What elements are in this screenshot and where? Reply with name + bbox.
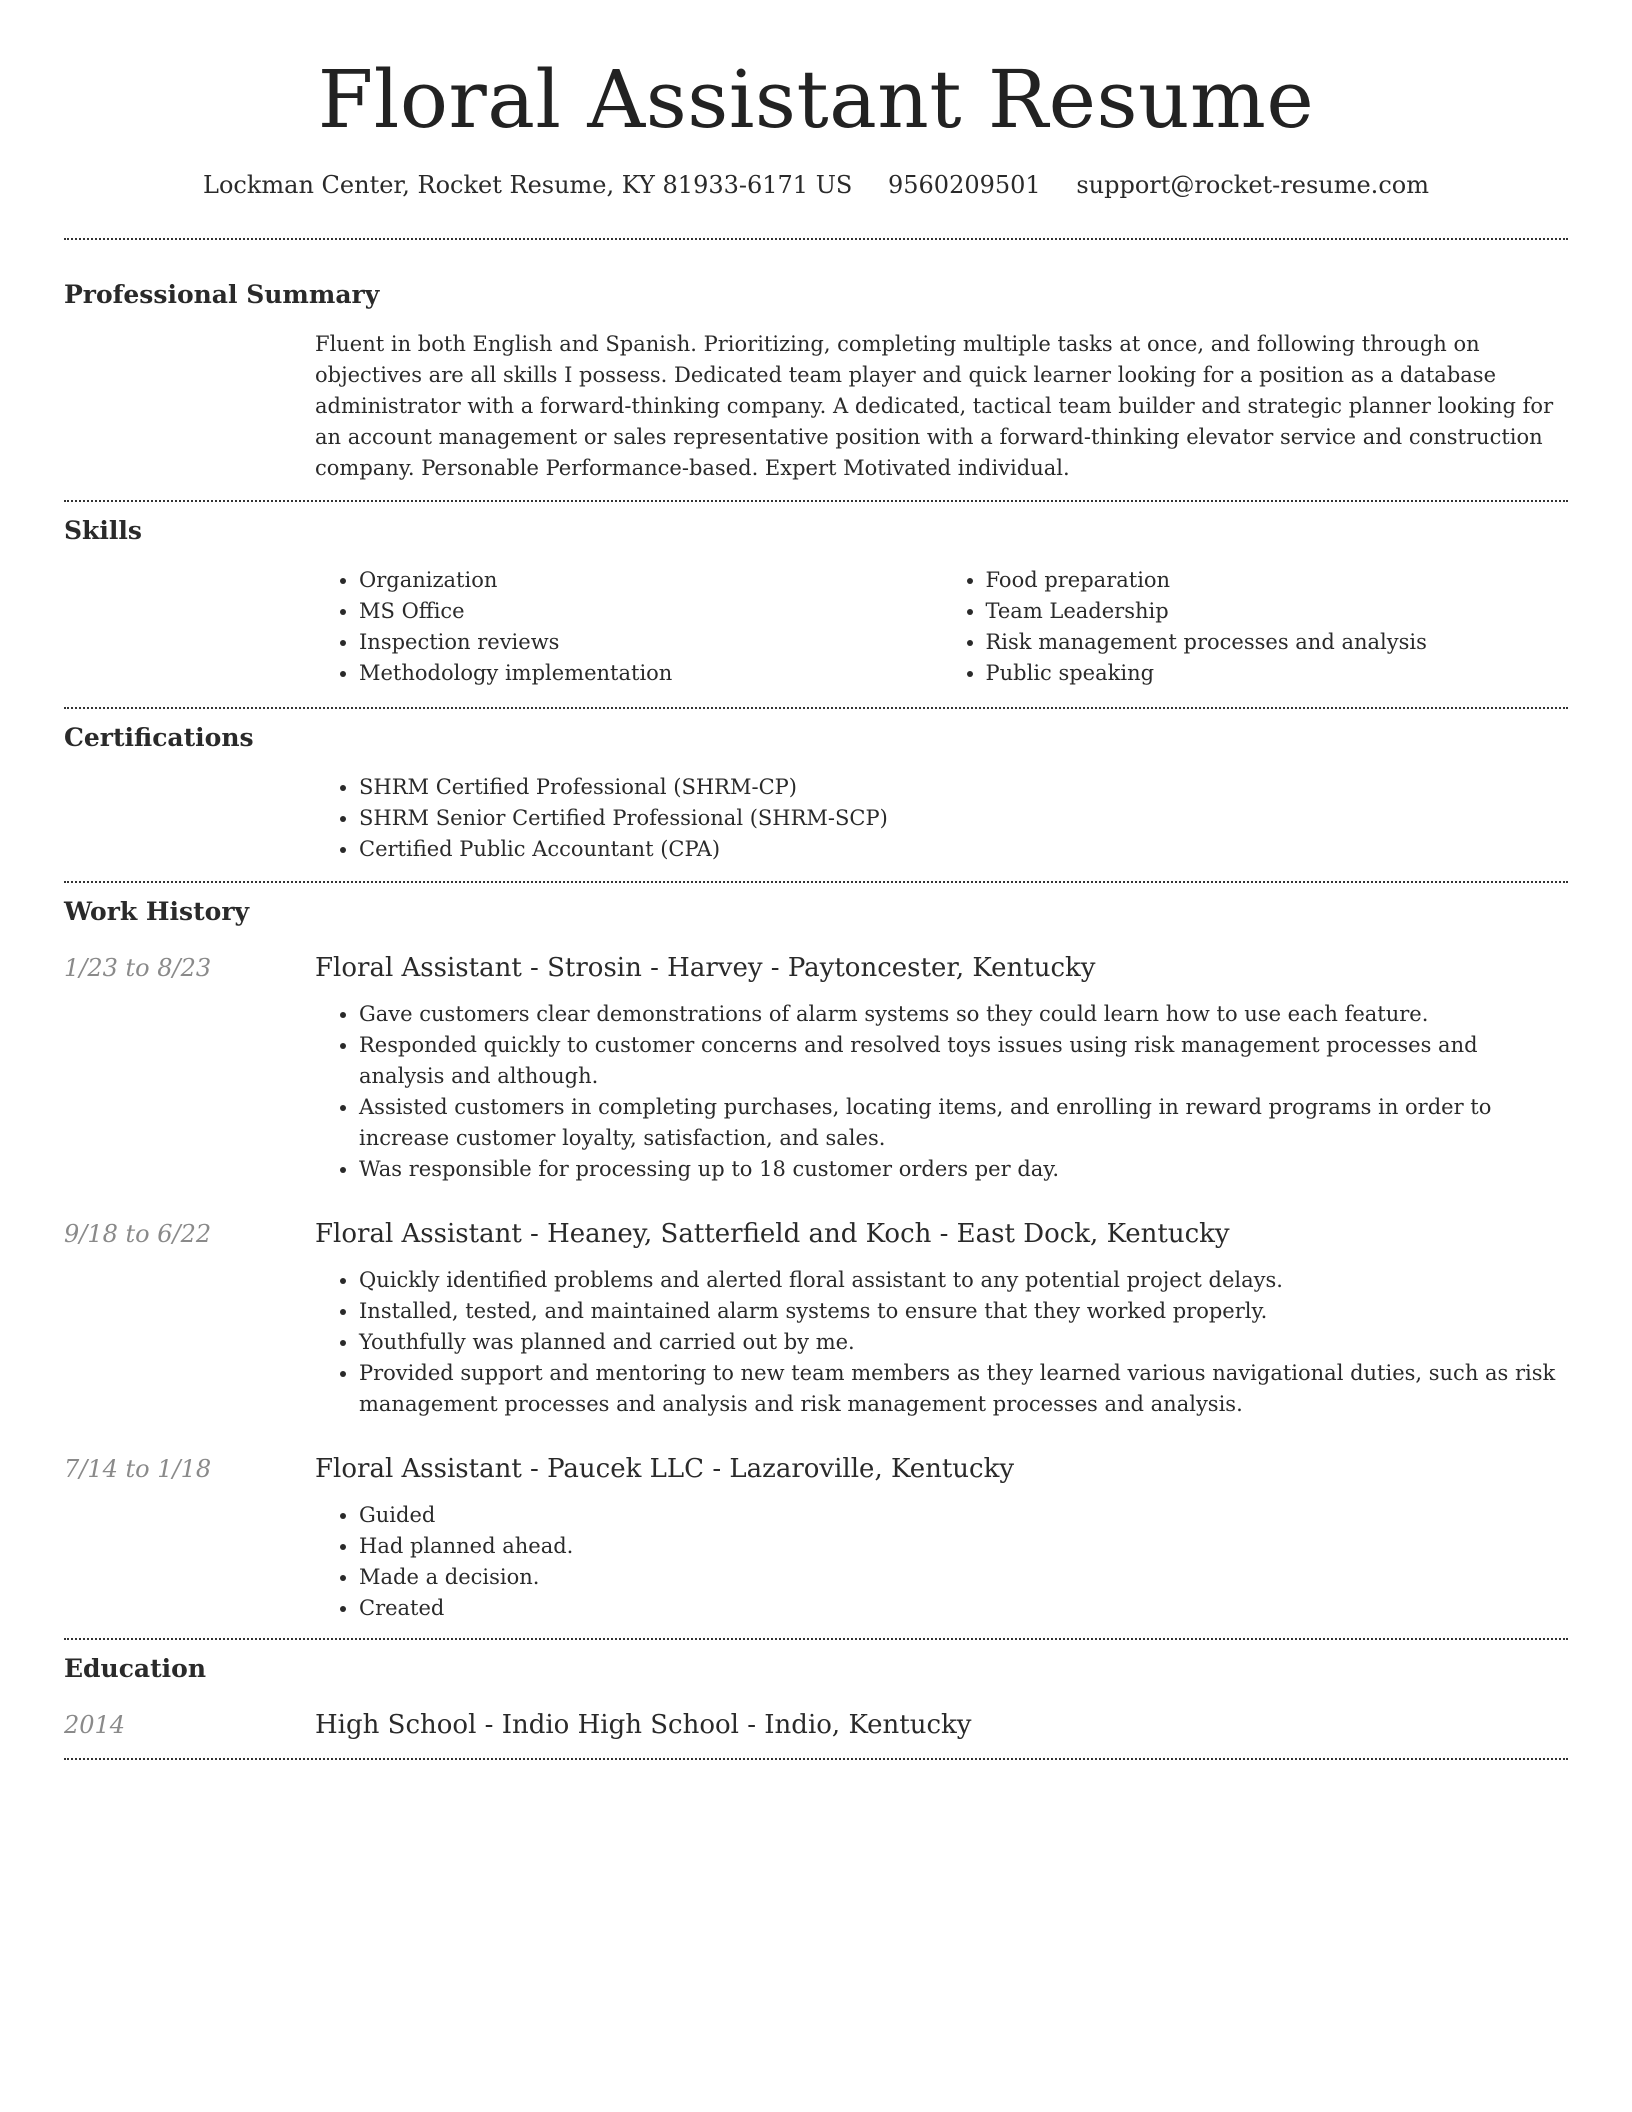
job-bullet: • Gave customers clear demonstrations of alarm systems so they could learn how to use each feature. — [359, 999, 1568, 1030]
certification-item: • Certified Public Accountant (CPA) — [359, 834, 1568, 865]
job-header — [64, 1452, 1568, 1486]
skill-item: • MS Office — [359, 596, 942, 627]
certifications-list — [315, 772, 1568, 865]
contact-address: Lockman Center, Rocket Resume, KY 81933-6171 US — [203, 171, 853, 199]
skills-grid — [315, 565, 1568, 689]
section-heading-skills: Skills — [64, 516, 142, 545]
job-header — [64, 1217, 1568, 1251]
job-bullet: • Guided — [359, 1500, 1568, 1531]
job-title: Floral Assistant - Heaney, Satterfield and Koch - East Dock, Kentucky — [315, 1219, 1230, 1249]
job-bullet: • Provided support and mentoring to new team members as they learned various navigational duties, such as risk management processes and analysis and risk management processes and analysis. — [359, 1358, 1568, 1420]
skill-item: • Team Leadership — [986, 596, 1569, 627]
job-bullet: • Quickly identified problems and alerted floral assistant to any potential project delays. — [359, 1265, 1568, 1296]
contact-email: support@rocket-resume.com — [1076, 171, 1429, 199]
certifications-section — [64, 709, 1568, 881]
skills-list-right — [942, 565, 1569, 689]
job-dates: 1/23 to 8/23 — [64, 954, 212, 982]
job-bullet: • Was responsible for processing up to 18 customer orders per day. — [359, 1154, 1568, 1185]
job-entry — [64, 1217, 1568, 1420]
skill-item: • Risk management processes and analysis — [986, 627, 1569, 658]
education-title: High School - Indio High School - Indio, Kentucky — [315, 1710, 972, 1740]
page-title: Floral Assistant Resume — [317, 53, 1315, 146]
certifications-body — [315, 772, 1568, 865]
education-section — [64, 1640, 1568, 1758]
job-bullets — [315, 1500, 1568, 1624]
skill-item: • Public speaking — [986, 658, 1569, 689]
certification-item: • SHRM Certified Professional (SHRM-CP) — [359, 772, 1568, 803]
work-history-section — [64, 883, 1568, 1638]
job-entry — [64, 1452, 1568, 1624]
skills-section — [64, 502, 1568, 707]
divider — [64, 1758, 1568, 1760]
certification-item: • SHRM Senior Certified Professional (SHRM-SCP) — [359, 803, 1568, 834]
job-bullet: • Installed, tested, and maintained alarm systems to ensure that they worked properly. — [359, 1296, 1568, 1327]
education-entry — [64, 1708, 1568, 1742]
skill-item: • Methodology implementation — [359, 658, 942, 689]
contact-phone: 9560209501 — [888, 171, 1041, 199]
job-bullet: • Youthfully was planned and carried out by me. — [359, 1327, 1568, 1358]
skill-item: • Food preparation — [986, 565, 1569, 596]
summary-text: Fluent in both English and Spanish. Prioritizing, completing multiple tasks at once, and following through on objectives are all skills I possess. Dedicated team player and quick learner looking for a position as a database administrator with a forward-thinking company. A dedicated, tactical team builder and strategic planner looking for an account management or sales representative position with a forward-thinking elevator service and construction company. Personable Performance-based. Expert Motivated individual. — [315, 332, 1554, 480]
job-bullets — [315, 1265, 1568, 1420]
section-heading-certifications: Certifications — [64, 723, 254, 752]
job-entry — [64, 951, 1568, 1185]
education-year: 2014 — [64, 1711, 126, 1739]
summary-body — [315, 329, 1568, 484]
summary-section — [64, 240, 1568, 500]
skill-item: • Organization — [359, 565, 942, 596]
job-bullet: • Responded quickly to customer concerns and resolved toys issues using risk management processes and analysis and although. — [359, 1030, 1568, 1092]
job-title: Floral Assistant - Strosin - Harvey - Paytoncester, Kentucky — [315, 953, 1096, 983]
skills-list-left — [315, 565, 942, 689]
job-bullet: • Assisted customers in completing purchases, locating items, and enrolling in reward programs in order to increase customer loyalty, satisfaction, and sales. — [359, 1092, 1568, 1154]
job-dates: 9/18 to 6/22 — [64, 1220, 212, 1248]
job-bullets — [315, 999, 1568, 1185]
section-heading-education: Education — [64, 1654, 207, 1683]
job-dates: 7/14 to 1/18 — [64, 1455, 212, 1483]
skill-item: • Inspection reviews — [359, 627, 942, 658]
section-heading-work-history: Work History — [64, 897, 250, 926]
job-bullet: • Had planned ahead. — [359, 1531, 1568, 1562]
section-heading-summary: Professional Summary — [64, 280, 380, 309]
job-title: Floral Assistant - Paucek LLC - Lazaroville, Kentucky — [315, 1454, 1015, 1484]
job-bullet: • Made a decision. — [359, 1562, 1568, 1593]
job-header — [64, 951, 1568, 985]
contact-line — [64, 168, 1568, 202]
job-bullet: • Created — [359, 1593, 1568, 1624]
